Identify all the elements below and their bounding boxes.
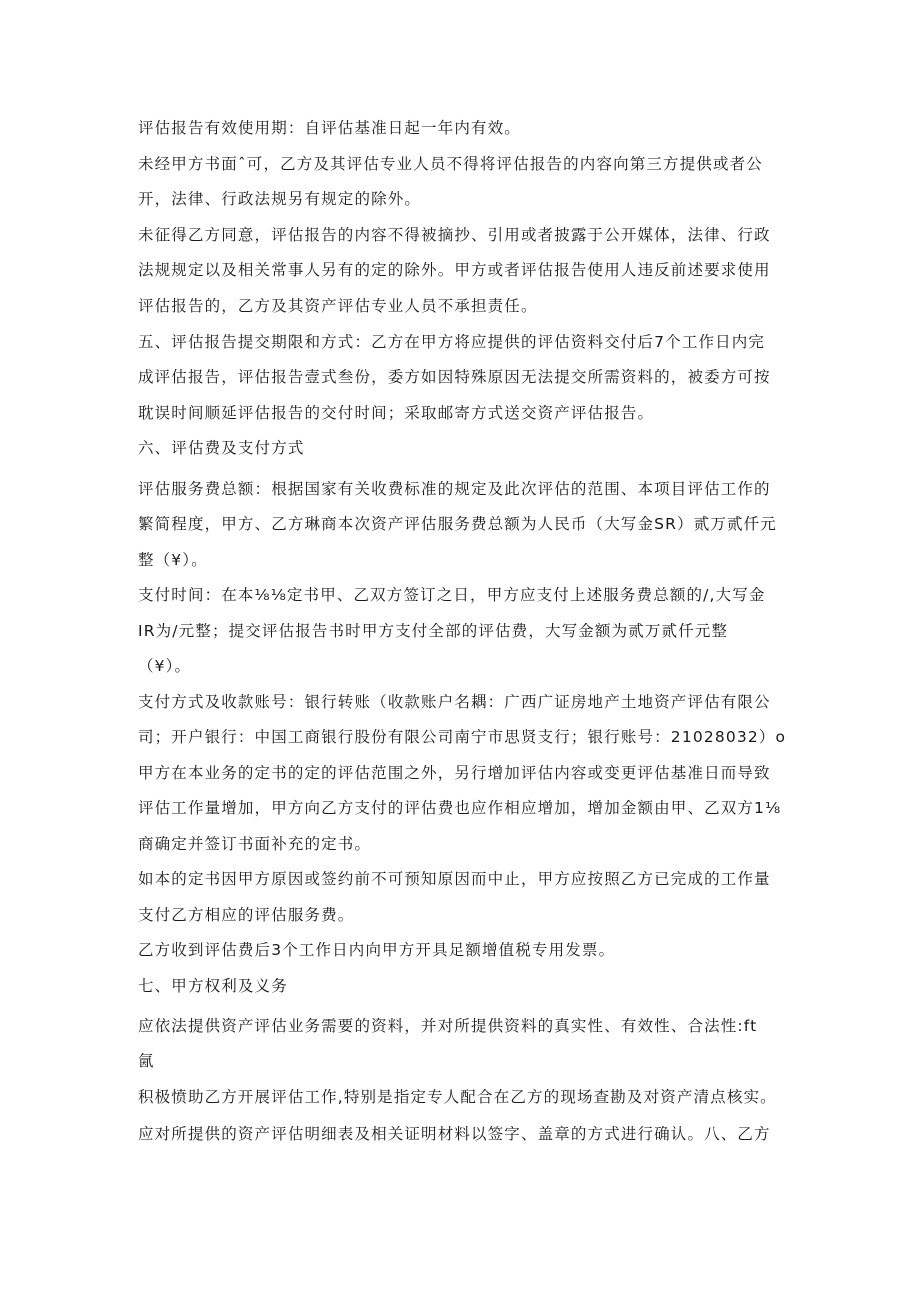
text-line: （¥）。 (138, 657, 192, 675)
text-line: 五、评估报告提交期限和方式：乙方在甲方将应提供的评估资料交付后7个工作日内完 (138, 333, 766, 351)
text-line: 如本的定书因甲方原因或签约前不可预知原因而中止，甲方应按照乙方已完成的工作量 (138, 870, 771, 888)
text-line: 积极愤助乙方开展评估工作,特别是指定专人配合在乙方的现场查勘及对资产清点核实。 (138, 1088, 777, 1106)
text-line: 商确定并签订书面补充的定书。 (138, 835, 372, 853)
text-line: 评估报告有效使用期：自评估基准日起一年内有效。 (138, 119, 521, 137)
text-line: 未征得乙方同意，评估报告的内容不得被摘抄、引用或者披露于公开媒体，法律、行政 (138, 226, 771, 244)
text-line: 应对所提供的资产评估明细表及相关证明材料以签字、盖章的方式进行确认。八、乙方 (138, 1125, 771, 1143)
text-line: 应依法提供资产评估业务需要的资料，并对所提供资料的真实性、有效性、合法性:ft (138, 1017, 758, 1035)
text-line: IR为/元整；提交评估报告书时甲方支付全部的评估费，大写金额为贰万贰仟元整 (138, 622, 729, 640)
text-line: 开，法律、行政法规另有规定的除外。 (138, 190, 422, 208)
text-line: 整（¥）。 (138, 551, 208, 569)
text-line: 氤 (138, 1052, 155, 1070)
text-line: 法规规定以及相关常事人另有的定的除外。甲方或者评估报告使用人违反前述要求使用 (138, 261, 771, 279)
text-line: 繁简程度，甲方、乙方琳商本次资产评估服务费总额为人民币（大写金SR）贰万贰仟元 (138, 515, 777, 533)
text-line: 司；开户银行：中国工商银行股份有限公司南宁市思贤支行；银行账号：21028032）o (138, 728, 787, 746)
text-line: 未经甲方书面ˆ可，乙方及其评估专业人员不得将评估报告的内容向第三方提供或者公 (138, 155, 763, 173)
text-line: 评估服务费总额：根据国家有关收费标准的规定及此次评估的范围、本项目评估工作的 (138, 480, 771, 498)
section-heading: 七、甲方权利及义务 (138, 977, 288, 995)
text-line: 支付乙方相应的评估服务费。 (138, 906, 355, 924)
text-line: 支付方式及收款账号：银行转账（收款账户名耦：广西广证房地产土地资产评估有限公 (138, 693, 771, 711)
text-line: 支付时间：在本⅛⅛定书甲、乙双方签订之日，甲方应支付上述服务费总额的/,大写金 (138, 586, 766, 604)
text-line: 耽误时间顺延评估报告的交付时间；采取邮寄方式送交资产评估报告。 (138, 404, 655, 422)
text-line: 甲方在本业务的定书的定的评估范围之外，另行增加评估内容或变更评估基准日而导致 (138, 764, 771, 782)
section-heading: 六、评估费及支付方式 (138, 439, 305, 457)
text-line: 成评估报告，评估报告壹式叁份，委方如因特殊原因无法提交所需资料的，被委方可按 (138, 368, 771, 386)
text-line: 评估报告的，乙方及其资产评估专业人员不承担责任。 (138, 297, 538, 315)
text-line: 乙方收到评估费后3个工作日内向甲方开具足额增值税专用发票。 (138, 941, 616, 959)
text-line: 评估工作量增加，甲方向乙方支付的评估费也应作相应增加，增加金额由甲、乙双方1⅛ (138, 799, 782, 817)
